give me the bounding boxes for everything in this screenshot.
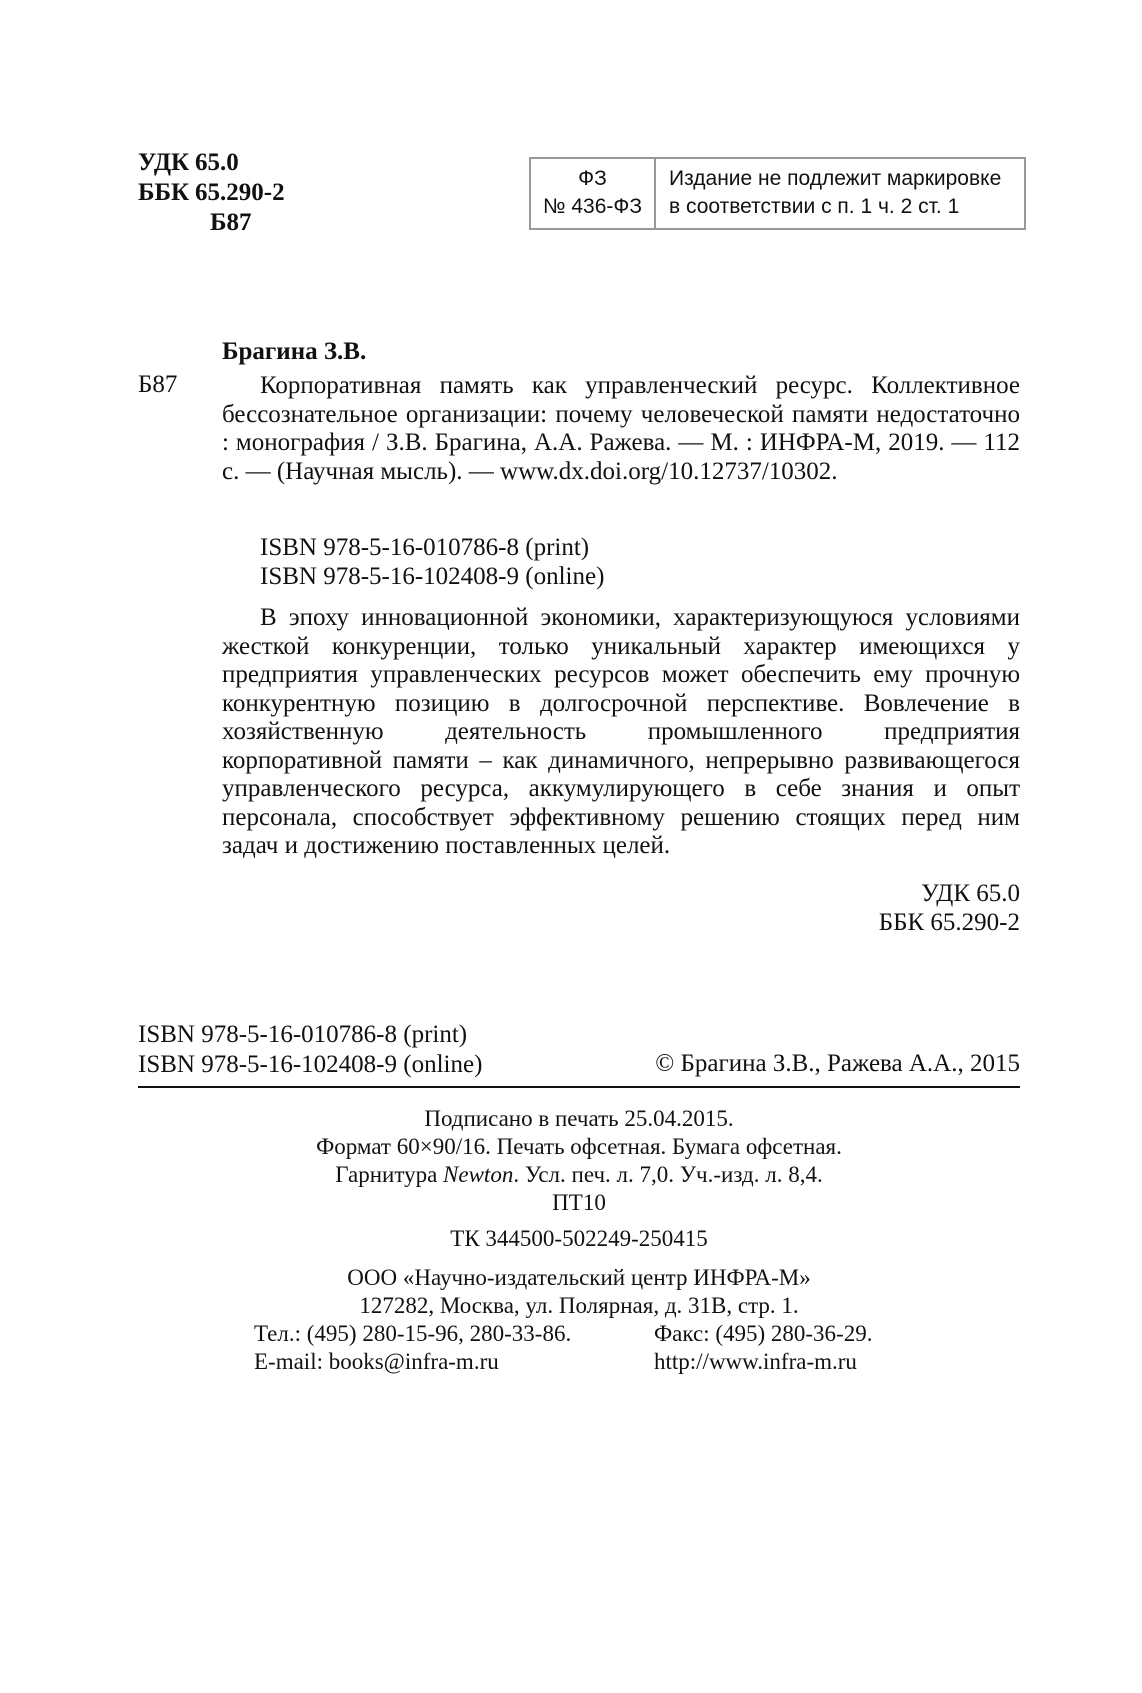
contact-row-web <box>254 1348 904 1376</box>
record-bbk: ББК 65.290-2 <box>878 908 1020 936</box>
udk-label: УДК <box>138 149 190 176</box>
divider <box>138 1086 1020 1088</box>
record-classification <box>222 880 1020 937</box>
imprint-typeface <box>138 1161 1020 1189</box>
copyright: © Брагина З.В., Ражева А.А., 2015 <box>655 1050 1020 1077</box>
record-code: Б87 <box>138 371 178 398</box>
imprint-block <box>138 1105 1020 1217</box>
fz-law-line2: № 436-ФЗ <box>542 195 643 218</box>
fz-law-cell <box>531 159 656 228</box>
footer-isbn-online: ISBN 978-5-16-102408-9 (online) <box>138 1051 483 1078</box>
footer-isbn-print: ISBN 978-5-16-010786-8 (print) <box>138 1021 468 1048</box>
bbk-value: 65.290-2 <box>195 179 285 206</box>
fz-text-cell <box>656 159 1024 228</box>
fz-text-line1: Издание не подлежит маркировке <box>669 167 1002 190</box>
fz-text-line2: в соответствии с п. 1 ч. 2 ст. 1 <box>669 195 960 218</box>
record-isbn-online: ISBN 978-5-16-102408-9 (online) <box>260 562 605 590</box>
publisher-email: E-mail: books@infra-m.ru <box>254 1349 499 1374</box>
udk-line <box>138 148 285 178</box>
bbk-line <box>138 178 285 208</box>
imprint-tk: ТК 344500-502249-250415 <box>450 1226 708 1251</box>
footer-isbn-block <box>138 1020 482 1080</box>
bbk-label: ББК <box>138 179 190 206</box>
fz-notice-box <box>529 157 1026 230</box>
record-description: Корпоративная память как управленческий ресурс. Коллективное бессознательное организации: почему человеческой памяти недостаточно : монография / З.В. Брагина, А.А. Ражева. — М. : ИНФРА-М, 2019. — 112 с. — (Научная мысль). — www.dx.doi.org/10.12737/10302. <box>222 372 1020 485</box>
typeface-name: Newton <box>443 1162 514 1187</box>
imprint-signed: Подписано в печать 25.04.2015. <box>424 1106 734 1131</box>
imprint-format: Формат 60×90/16. Печать офсетная. Бумага офсетная. <box>316 1134 842 1159</box>
publisher-block <box>138 1264 1020 1320</box>
publisher-fax: Факс: (495) 280-36-29. <box>654 1321 873 1346</box>
publisher-address: 127282, Москва, ул. Полярная, д. 31В, стр. 1. <box>359 1293 799 1318</box>
udk-value: 65.0 <box>195 149 239 176</box>
typeface-prefix: Гарнитура <box>335 1162 444 1187</box>
imprint-pt: ПТ10 <box>552 1190 606 1215</box>
author-mark: Б87 <box>210 209 252 236</box>
contact-row-phone <box>254 1320 904 1348</box>
record-author: Брагина З.В. <box>222 338 367 365</box>
classification-block <box>138 148 285 238</box>
record-abstract: В эпоху инновационной экономики, характеризующуюся условиями жесткой конкуренции, только уникальный характер имеющихся у предприятия управленческих ресурсов может обеспечить ему прочную конкурентную позицию в долгосрочной перспективе. Вовлечение в хозяйственную деятельность промышленного предприятия корпоративной памяти – как динамичного, непрерывно развивающегося управленческого ресурса, аккумулирующего в себе знания и опыт персонала, способствует эффективному решению стоящих перед ним задач и достижению поставленных целей. <box>222 604 1020 859</box>
publisher-phone: Тел.: (495) 280-15-96, 280-33-86. <box>254 1321 572 1346</box>
publisher-contacts <box>254 1320 904 1376</box>
fz-law-line1: ФЗ <box>578 167 607 190</box>
record-isbn-block <box>222 534 1058 591</box>
typeface-suffix: . Усл. печ. л. 7,0. Уч.-изд. л. 8,4. <box>513 1162 823 1187</box>
publisher-name: ООО «Научно-издательский центр ИНФРА-М» <box>347 1265 811 1290</box>
publisher-website: http://www.infra-m.ru <box>654 1349 857 1374</box>
record-udk: УДК 65.0 <box>921 880 1020 907</box>
record-isbn-print: ISBN 978-5-16-010786-8 (print) <box>260 534 590 561</box>
